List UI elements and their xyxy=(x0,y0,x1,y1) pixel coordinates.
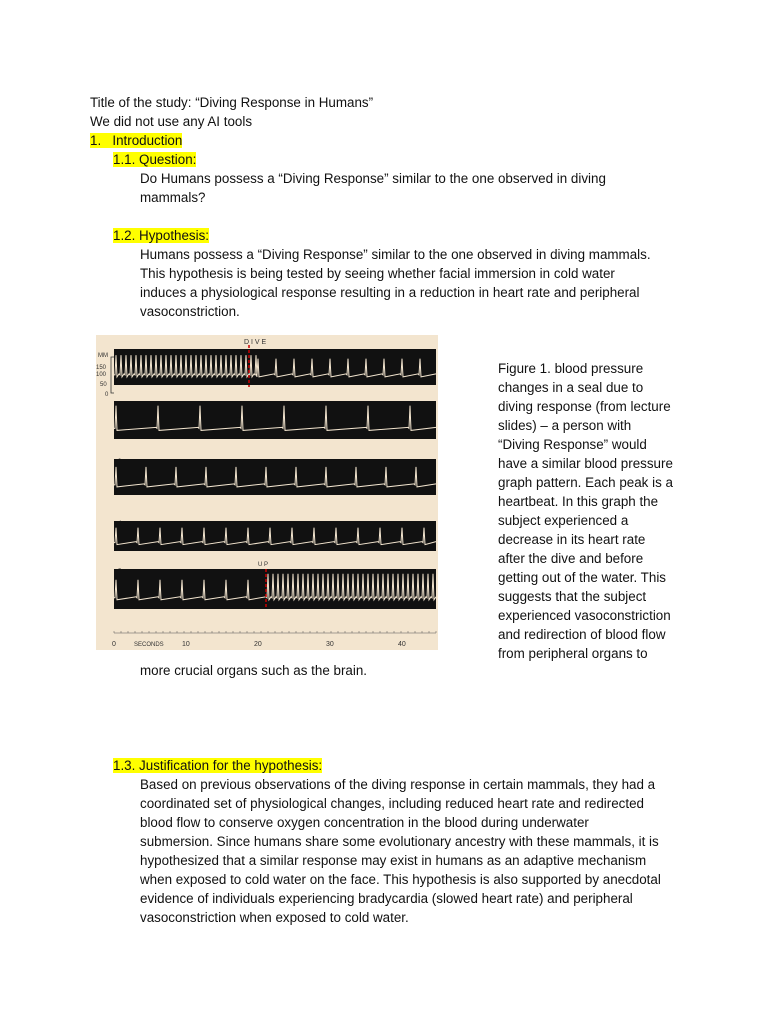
caption-line: subject experienced a xyxy=(498,513,629,528)
hypothesis-heading: 1.2. Hypothesis: xyxy=(113,228,210,243)
question-line: Do Humans possess a “Diving Response” similar to the one observed in diving xyxy=(140,171,606,186)
section-introduction-heading xyxy=(90,131,182,150)
justification-line: evidence of individuals experiencing bradycardia (slowed heart rate) and peripheral xyxy=(140,891,633,906)
trace-strip xyxy=(114,521,436,551)
hypothesis-line: This hypothesis is being tested by seeing whether facial immersion in cold water xyxy=(140,266,615,281)
justification-line: submersion. Since humans share some evolutionary ancestry with these mammals, it is xyxy=(140,834,659,849)
caption-line: graph pattern. Each peak is a xyxy=(498,475,673,490)
caption-line: diving response (from lecture xyxy=(498,399,671,414)
caption-continuation: more crucial organs such as the brain. xyxy=(140,663,368,678)
justification-line: hypothesized that a similar response may exist in humans as an adaptive mechanism xyxy=(140,853,647,868)
section-label: Introduction xyxy=(112,133,183,148)
caption-line: decrease in its heart rate xyxy=(498,532,646,547)
section-number: 1. xyxy=(90,133,102,148)
caption-line: Figure 1. blood pressure xyxy=(498,361,644,376)
justification-body xyxy=(140,775,661,927)
caption-line: heartbeat. In this graph the xyxy=(498,494,659,509)
justification-line: vasoconstriction when exposed to cold water. xyxy=(140,910,409,925)
hypothesis-line: induces a physiological response resulting in a reduction in heart rate and peripheral xyxy=(140,285,640,300)
question-heading: 1.1. Question: xyxy=(113,152,197,167)
x-tick-label: 30 xyxy=(326,641,334,648)
blood-pressure-figure xyxy=(96,335,438,650)
caption-line: after the dive and before xyxy=(498,551,644,566)
y-tick-label: 150 xyxy=(96,365,107,371)
study-title: Title of the study: “Diving Response in Humans” xyxy=(90,95,374,110)
figure-caption xyxy=(498,359,680,663)
dive-label: D I V E xyxy=(244,339,267,346)
justification-line: when exposed to cold water on the face. This hypothesis is also supported by anecdotal xyxy=(140,872,661,887)
caption-line: experienced vasoconstriction xyxy=(498,608,671,623)
justification-line: blood flow to conserve oxygen concentration in the blood during underwater xyxy=(140,815,589,830)
caption-line: “Diving Response” would xyxy=(498,437,647,452)
x-tick-label: 10 xyxy=(182,641,190,648)
question-body xyxy=(140,169,606,207)
trace-strip xyxy=(114,459,436,495)
hypothesis-line: vasoconstriction. xyxy=(140,304,240,319)
unit-label: MM xyxy=(98,353,108,359)
y-tick-label: 50 xyxy=(100,382,107,388)
trace-strip xyxy=(114,401,436,439)
y-tick-label: 0 xyxy=(105,392,109,398)
blood-pressure-traces xyxy=(96,335,438,650)
caption-line: changes in a seal due to xyxy=(498,380,644,395)
justification-line: Based on previous observations of the diving response in certain mammals, they had a xyxy=(140,777,656,792)
y-axis-bracket xyxy=(111,357,114,393)
caption-line: suggests that the subject xyxy=(498,589,647,604)
caption-line: getting out of the water. This xyxy=(498,570,666,585)
caption-line: from peripheral organs to xyxy=(498,646,648,661)
ai-statement: We did not use any AI tools xyxy=(90,114,253,129)
justification-line: coordinated set of physiological changes, including reduced heart rate and redirected xyxy=(140,796,644,811)
x-tick-label: 40 xyxy=(398,641,406,648)
up-label: U P xyxy=(258,562,269,568)
caption-line: have a similar blood pressure xyxy=(498,456,673,471)
caption-line: and redirection of blood flow xyxy=(498,627,666,642)
justification-heading: 1.3. Justification for the hypothesis: xyxy=(113,758,323,773)
x-tick-label: 0 xyxy=(112,641,116,648)
question-line: mammals? xyxy=(140,190,206,205)
x-tick-label: 20 xyxy=(254,641,262,648)
caption-line: slides) – a person with xyxy=(498,418,632,433)
x-axis-label: SECONDS xyxy=(134,642,164,648)
hypothesis-body xyxy=(140,245,651,321)
hypothesis-line: Humans possess a “Diving Response” similar to the one observed in diving mammals. xyxy=(140,247,651,262)
y-tick-label: 100 xyxy=(96,372,107,378)
